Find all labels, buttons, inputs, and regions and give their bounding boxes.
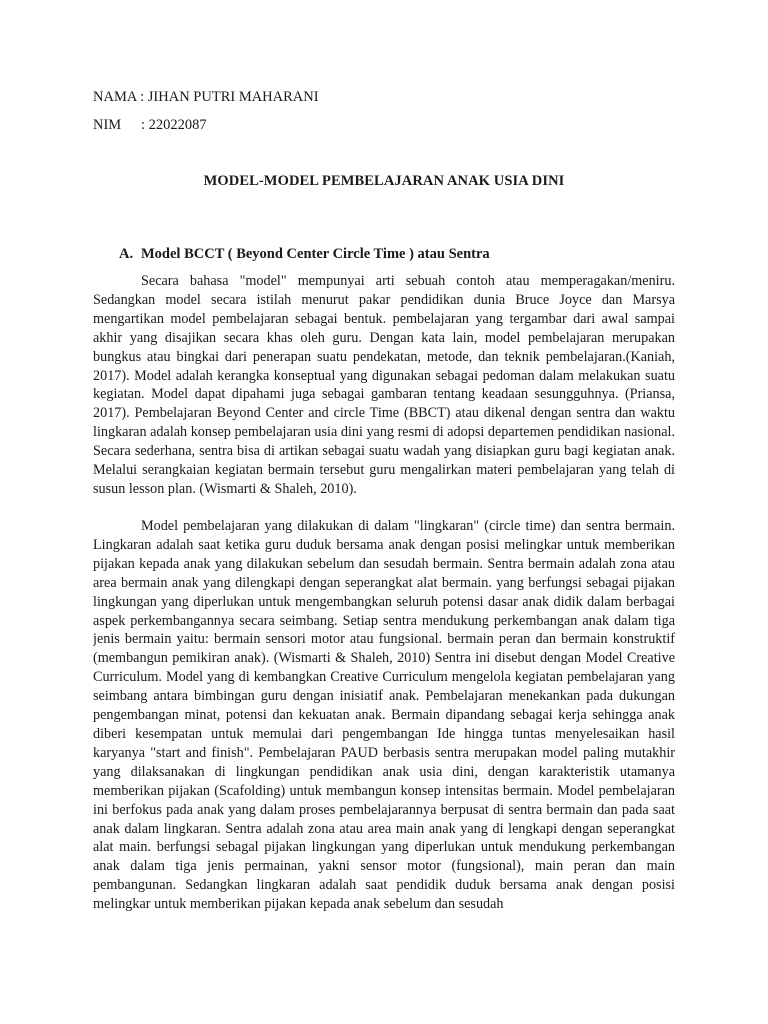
nim-value: : 22022087 bbox=[141, 117, 207, 133]
paragraph-1: Secara bahasa "model" mempunyai arti sebuah contoh atau memperagakan/meniru. Sedangkan model secara istilah menurut pakar pendidikan dunia Bruce Joyce dan Marsya mengartikan model pembelajaran sebagai bentuk. pembelajaran yang tergambar dari awal sampai akhir yang disajikan secara khas oleh guru. Dengan kata lain, model pembelajaran merupakan bungkus atau bingkai dari penerapan suatu pendekatan, metode, dan teknik pembelajaran.(Kaniah, 2017). Model adalah kerangka konseptual yang digunakan sebagai pedoman dalam melakukan suatu kegiatan. Model dapat dipahami juga sebagai gambaran tentang keadaan sesungguhnya. (Priansa, 2017). Pembelajaran Beyond Center and circle Time (BBCT) atau dikenal dengan sentra dan waktu lingkaran adalah konsep pembelajaran usia dini yang resmi di adopsi departemen pendidikan nasional. Secara sederhana, sentra bisa di artikan sebagai suatu wadah yang disiapkan guru bagi kegiatan anak. Melalui serangkaian kegiatan bermain tersebut guru mengalirkan materi pembelajaran yang telah di susun lesson plan. (Wismarti & Shaleh, 2010). bbox=[93, 273, 675, 497]
section-letter: A. bbox=[119, 246, 134, 262]
document-title: MODEL-MODEL PEMBELAJARAN ANAK USIA DINI bbox=[203, 173, 565, 189]
nim-label: NIM bbox=[93, 117, 122, 133]
section-title: Model BCCT ( Beyond Center Circle Time ) atau Sentra bbox=[141, 246, 490, 262]
student-nim bbox=[93, 116, 207, 134]
student-name: NAMA : JIHAN PUTRI MAHARANI bbox=[93, 89, 319, 105]
section-heading bbox=[119, 245, 490, 263]
paragraph-2: Model pembelajaran yang dilakukan di dalam "lingkaran" (circle time) dan sentra bermain. Lingkaran adalah saat ketika guru duduk bersama anak dengan posisi melingkar untuk memberikan pijakan kepada anak yang dilakukan sebelum dan sesudah bermain. Sentra bermain adalah zona atau area bermain anak yang dilengkapi dengan seperangkat alat bermain. yang berfungsi sebagai pijakan lingkungan yang diperlukan untuk mengembangkan seluruh potensi dasar anak didik dalam berbagai aspek perkembangannya secara seimbang. Setiap sentra mendukung perkembangan anak dalam tiga jenis bermain yaitu: bermain sensori motor atau fungsional. bermain peran dan bermain konstruktif (membangun pemikiran anak). (Wismarti & Shaleh, 2010) Sentra ini disebut dengan Model Creative Curriculum. Model yang di kembangkan Creative Curriculum mengelola kegiatan pembelajaran yang seimbang antara bimbingan guru dengan inisiatif anak. Pembelajaran menekankan pada dukungan pengembangan minat, potensi dan kekuatan anak. Bermain dipandang sebagai kerja sehingga anak diberi kesempatan untuk memulai dari pengembangan Ide hingga tuntas menyelesaikan hasil karyanya "start and finish". Pembelajaran PAUD berbasis sentra merupakan model paling mutakhir yang dilaksanakan di lingkungan pendidikan anak usia dini, dengan karakteristik utamanya memberikan pijakan (Scafolding) untuk membangun konsep intensitas bermain. Model pembelajaran ini berfokus pada anak yang dalam proses pembelajarannya berpusat di sentra bermain dan pada saat anak dalam lingkaran. Sentra adalah zona atau area main anak yang di lengkapi dengan seperangkat alat main. berfungsi sebagal pijakan lingkungan yang diperlukan untuk mendukung perkembangan anak dalam tiga jenis permainan, yakni sensor motor (fungsional), main peran dan main pembangunan. Sedangkan lingkaran adalah saat pendidik duduk bersama anak dengan posisi melingkar untuk memberikan pijakan kepada anak sebelum dan sesudah bbox=[93, 518, 675, 913]
